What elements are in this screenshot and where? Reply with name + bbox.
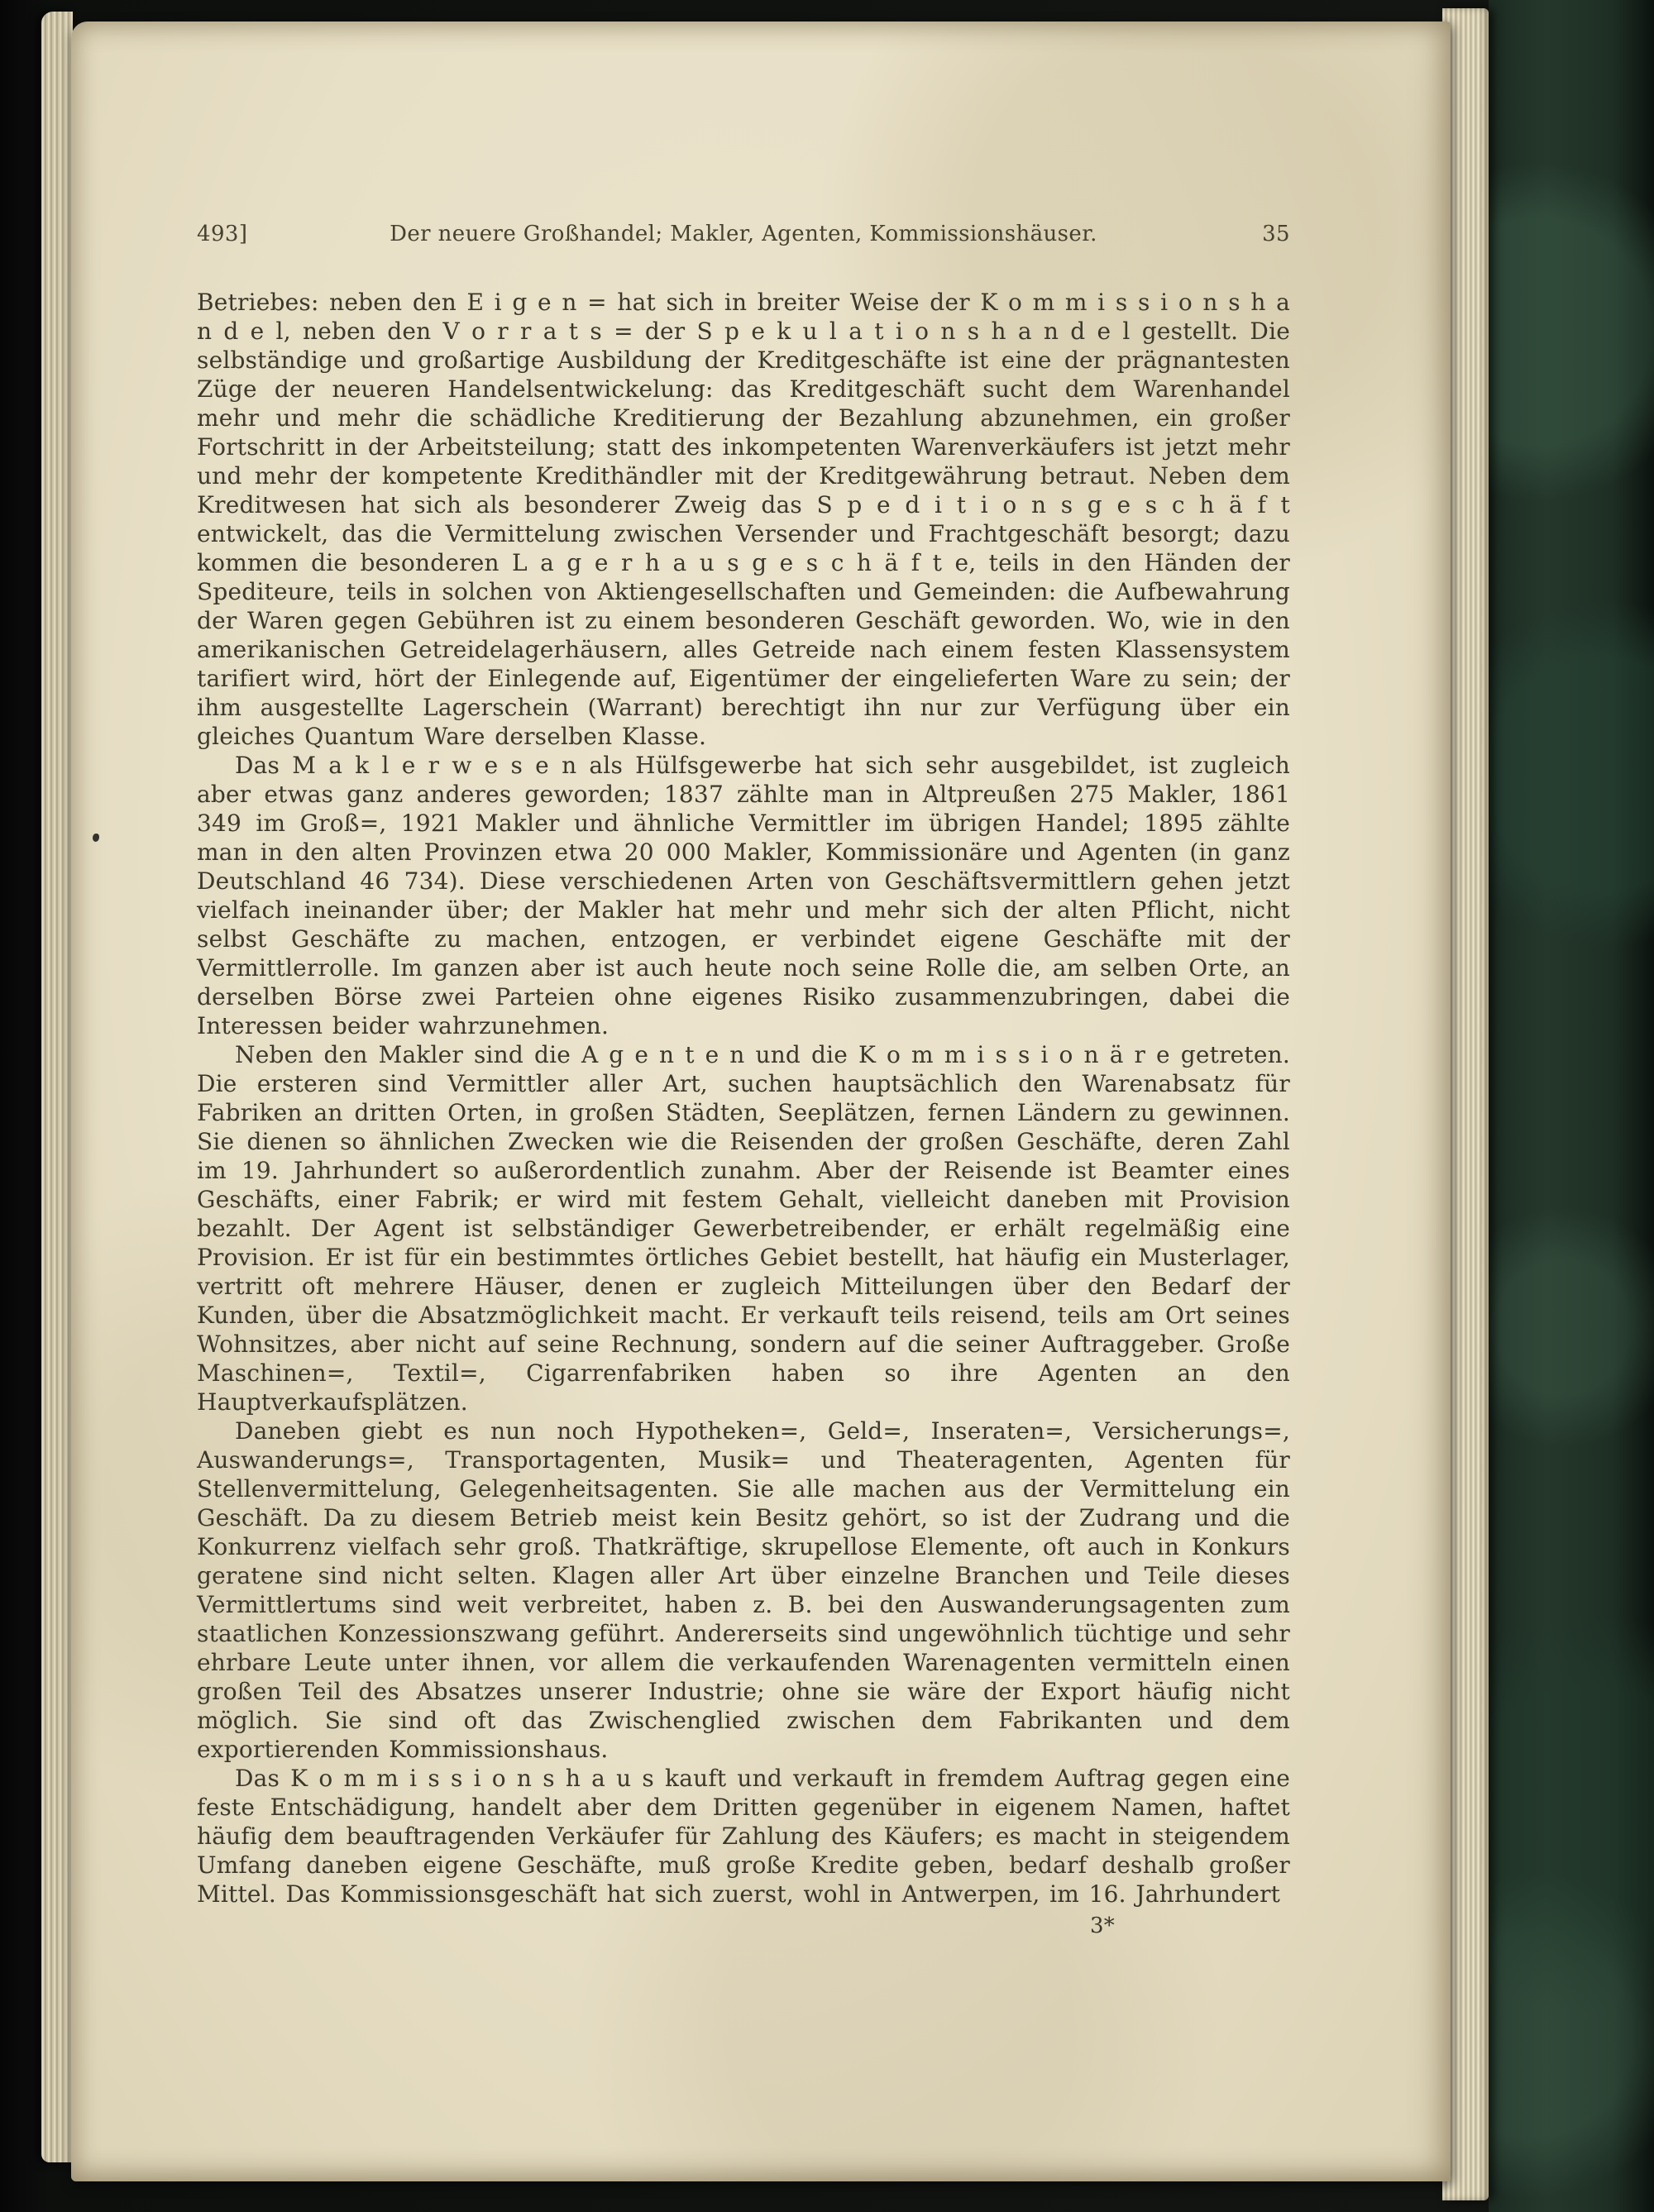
- ink-speck: [93, 834, 99, 842]
- page-number: 35: [1262, 222, 1290, 246]
- paragraph-1: Betriebes: neben den E i g e n = hat sich in breiter Weise der K o m m i s s i o n s h a n d e l, neben den V o r r a t s = der S p e k u l a t i o n s h a n d e l gestellt. Die selbständige und großartige Ausbildung der Kreditgeschäfte ist eine der prägnantesten Züge der neueren Handelsentwickelung: das Kreditgeschäft sucht dem Warenhandel mehr und mehr die schädliche Kreditierung der Bezahlung abzunehmen, ein großer Fortschritt in der Arbeitsteilung; statt des inkompetenten Warenverkäufers ist jetzt mehr und mehr der kompetente Kredithändler mit der Kreditgewährung betraut. Neben dem Kreditwesen hat sich als besonderer Zweig das S p e d i t i o n s g e s c h ä f t entwickelt, das die Vermittelung zwischen Versender und Frachtgeschäft besorgt; dazu kommen die besonderen L a g e r h a u s g e s c h ä f t e, teils in den Händen der Spediteure, teils in solchen von Aktiengesellschaften und Gemeinden: die Aufbewahrung der Waren gegen Gebühren ist zu einem besonderen Geschäft geworden. Wo, wie in den amerikanischen Getreidelagerhäusern, alles Getreide nach einem festen Klassensystem tarifiert wird, hört der Einlegende auf, Eigentümer der eingelieferten Ware zu sein; der ihm ausgestellte Lagerschein (Warrant) berechtigt ihn nur zur Verfügung über ein gleiches Quantum Ware derselben Klasse.: [197, 289, 1290, 750]
- running-header: [197, 21, 1290, 246]
- paragraph-5: Das K o m m i s s i o n s h a u s kauft und verkauft in fremdem Auftrag gegen eine feste Entschädigung, handelt aber dem Dritten gegenüber in eigenem Namen, haftet häufig dem beauftragenden Verkäufer für Zahlung des Käufers; es macht in steigendem Umfang daneben eigene Geschäfte, muß große Kredite geben, bedarf deshalb großer Mittel. Das Kommissionsgeschäft hat sich zuerst, wohl in Antwerpen, im 16. Jahrhundert: [197, 1765, 1290, 1908]
- text-block: [197, 288, 1290, 1941]
- page-content: [197, 21, 1290, 1941]
- column-number: 493]: [197, 222, 248, 246]
- signature-mark: 3*: [1090, 1913, 1115, 1938]
- running-title: Der neuere Großhandel; Makler, Agenten, Kommissionshäuser.: [390, 222, 1097, 246]
- paragraph-2: Das M a k l e r w e s e n als Hülfsgewerbe hat sich sehr ausgebildet, ist zugleich aber etwas ganz anderes geworden; 1837 zählte man in Altpreußen 275 Makler, 1861 349 im Groß=, 1921 Makler und ähnliche Vermittler im übrigen Handel; 1895 zählte man in den alten Provinzen etwa 20 000 Makler, Kommissionäre und Agenten (in ganz Deutschland 46 734). Diese verschiedenen Arten von Geschäftsvermittlern gehen jetzt vielfach ineinander über; der Makler hat mehr und mehr sich der alten Pflicht, nicht selbst Geschäfte zu machen, entzogen, er verbindet eigene Geschäfte mit der Vermittlerrolle. Im ganzen aber ist auch heute noch seine Rolle die, am selben Orte, an derselben Börse zwei Parteien ohne eigenes Risiko zusammenzubringen, dabei die Interessen beider wahrzunehmen.: [197, 752, 1290, 1039]
- book-cover: [1489, 0, 1654, 2212]
- paragraph-4: Daneben giebt es nun noch Hypotheken=, Geld=, Inseraten=, Versicherungs=, Auswanderungs=, Transportagenten, Musik= und Theateragenten, Agenten für Stellenvermittelung, Gelegenheitsagenten. Sie alle machen aus der Vermittelung ein Geschäft. Da zu diesem Betrieb meist kein Besitz gehört, so ist der Zudrang und die Konkurrenz vielfach sehr groß. Thatkräftige, skrupellose Elemente, oft auch in Konkurs geratene sind nicht selten. Klagen aller Art über einzelne Branchen und Teile dieses Vermittlertums sind weit verbreitet, haben z. B. bei den Auswanderungsagenten zum staatlichen Konzessionszwang geführt. Andererseits sind ungewöhnlich tüchtige und sehr ehrbare Leute unter ihnen, vor allem die verkaufenden Warenagenten vermitteln einen großen Teil des Absatzes unserer Industrie; ohne sie wäre der Export häufig nicht möglich. Sie sind oft das Zwischenglied zwischen dem Fabrikanten und dem exportierenden Kommissionshaus.: [197, 1417, 1290, 1763]
- page-edge-stack-left: [41, 12, 73, 2162]
- paragraph-3: Neben den Makler sind die A g e n t e n und die K o m m i s s i o n ä r e getreten. Die ersteren sind Vermittler aller Art, suchen hauptsächlich den Warenabsatz für Fabriken an dritten Orten, in großen Städten, Seeplätzen, fernen Ländern zu gewinnen. Sie dienen so ähnlichen Zwecken wie die Reisenden der großen Geschäfte, deren Zahl im 19. Jahrhundert so außerordentlich zunahm. Aber der Reisende ist Beamter eines Geschäfts, einer Fabrik; er wird mit festem Gehalt, vielleicht daneben mit Provision bezahlt. Der Agent ist selbständiger Gewerbetreibender, er erhält regelmäßig eine Provision. Er ist für ein bestimmtes örtliches Gebiet bestellt, hat häufig ein Musterlager, vertritt oft mehrere Häuser, denen er zugleich Mitteilungen über den Bedarf der Kunden, über die Absatzmöglichkeit macht. Er verkauft teils reisend, teils am Ort seines Wohnsitzes, aber nicht auf seine Rechnung, sondern auf die seiner Auftraggeber. Große Maschinen=, Textil=, Cigarrenfabriken haben so ihre Agenten an den Hauptverkaufsplätzen.: [197, 1041, 1290, 1416]
- book-page: [71, 21, 1451, 2181]
